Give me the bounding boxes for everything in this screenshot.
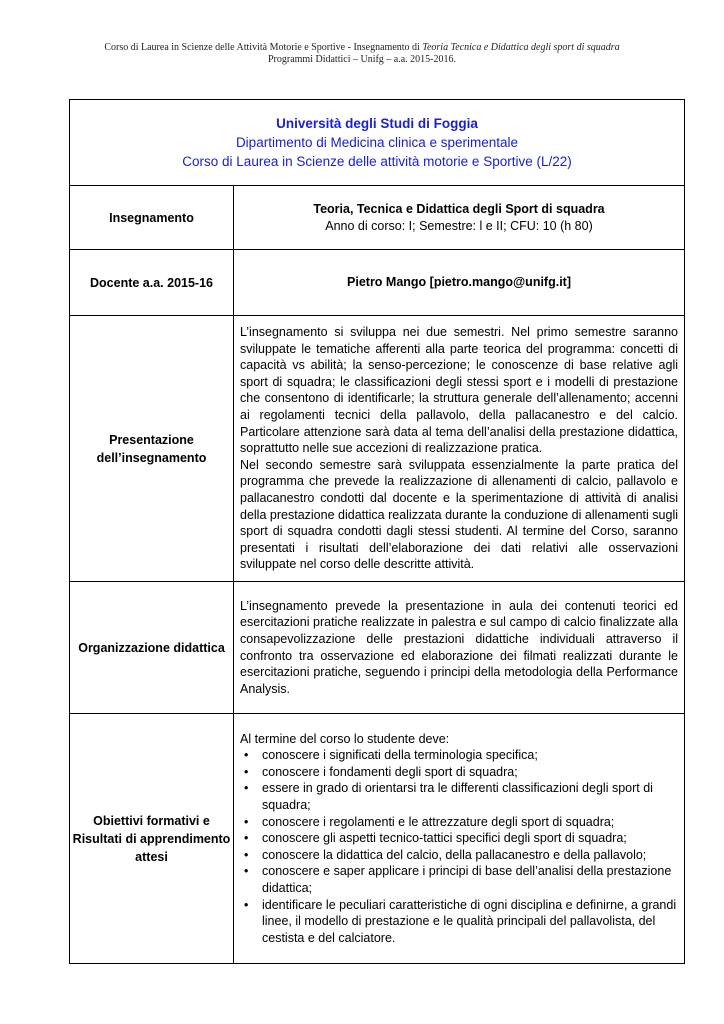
header-line-2: Programmi Didattici – Unifg – a.a. 2015-2016.	[267, 54, 457, 65]
list-item: • conoscere gli aspetti tecnico-tattici specifici degli sport di squadra;	[240, 830, 678, 847]
organizzazione-row	[70, 582, 685, 714]
obiettivi-label-line-3: attesi	[135, 849, 168, 864]
degree-name: Corso di Laurea in Scienze delle attività motorie e Sportive (L/22)	[182, 154, 572, 169]
list-item: • conoscere i regolamenti e le attrezzature degli sport di squadra;	[240, 814, 678, 831]
obiettivi-label-line-2: Risultati di apprendimento	[72, 831, 231, 846]
list-item: • identificare le peculiari caratteristiche di ogni disciplina e definirne, a grandi linee, il modello di prestazione e le qualità principali del pallavolista, del cestista e del calciatore.	[240, 897, 678, 947]
obiettivi-list	[240, 747, 678, 946]
docente-value: Pietro Mango [pietro.mango@unifg.it]	[234, 250, 685, 316]
docente-label: Docente a.a. 2015-16	[70, 250, 234, 316]
header-line-1	[0, 42, 724, 54]
insegnamento-row	[70, 186, 685, 250]
insegnamento-value	[234, 186, 685, 250]
obiettivi-intro: Al termine del corso lo studente deve:	[240, 731, 450, 746]
header-course-title: Teoria Tecnica e Didattica degli sport di squadra	[422, 42, 620, 53]
course-title: Teoria, Tecnica e Didattica degli Sport di squadra	[313, 201, 605, 216]
presentazione-paragraph-2: Nel secondo semestre sarà sviluppata essenzialmente la parte pratica del programma che prevede la realizzazione di allenamenti di calcio, pallavolo e pallacanestro condotti dal docente e la sperimentazione di attività di analisi della prestazione didattica realizzata durante la conduzione di allenamenti sugli sport di squadra condotti dagli stessi studenti. Al termine del Corso, saranno presentati i risultati dell’elaborazione dei dati relativi alle osservazioni sviluppate nel corso delle descritte attività.	[240, 457, 679, 572]
obiettivi-label-line-1: Obiettivi formativi e	[93, 813, 210, 828]
header-prefix: Corso di Laurea in Scienze delle Attività Motorie e Sportive - Insegnamento di	[104, 42, 423, 53]
obiettivi-label	[70, 714, 234, 964]
department-name: Dipartimento di Medicina clinica e sperimentale	[235, 135, 519, 150]
insegnamento-label: Insegnamento	[70, 186, 234, 250]
obiettivi-row	[70, 714, 685, 964]
list-item: • conoscere i significati della terminologia specifica;	[240, 747, 678, 764]
presentazione-label-line-1: Presentazione	[109, 432, 194, 447]
presentazione-label	[70, 316, 234, 582]
organizzazione-value: L’insegnamento prevede la presentazione in aula dei contenuti teorici ed esercitazioni pratiche realizzate in palestra e sul campo di calcio finalizzate alla consapevolizzazione delle prestazioni didattiche individuali attraverso il confronto tra osservazione ed elaborazione dei filmati realizzati durante le esercitazioni pratiche, seguendo i principi della metodologia della Performance Analysis.	[234, 582, 685, 714]
list-item: • conoscere i fondamenti degli sport di squadra;	[240, 764, 678, 781]
presentazione-paragraph-1: L’insegnamento si sviluppa nei due semestri. Nel primo semestre saranno sviluppate le tematiche afferenti alla parte teorica del programma: concetti di capacità vs abilità; la senso-percezione; le conoscenze di base relative agli sport di squadra; le classificazioni degli stessi sport e i modelli di prestazione che consentono di identificarle; la struttura generale dell’allenamento; accenni ai regolamenti tecnici della pallavolo, della pallacanestro e del calcio. Particolare attenzione sarà data al tema dell’analisi della prestazione didattica, soprattutto nelle sue accezioni di realizzazione pratica.	[240, 325, 679, 456]
list-item: • conoscere e saper applicare i principi di base dell’analisi della prestazione didattica;	[240, 863, 678, 896]
presentazione-value	[234, 316, 685, 582]
presentazione-label-line-2: dell’insegnamento	[96, 450, 207, 465]
list-item: • conoscere la didattica del calcio, della pallacanestro e della pallavolo;	[240, 847, 678, 864]
docente-row	[70, 250, 685, 316]
presentazione-row	[70, 316, 685, 582]
course-table	[69, 99, 685, 964]
university-cell	[70, 100, 685, 186]
university-name: Università degli Studi di Foggia	[276, 116, 478, 131]
obiettivi-value	[234, 714, 685, 964]
list-item: • essere in grado di orientarsi tra le differenti classificazioni degli sport di squadra;	[240, 780, 678, 813]
page-header	[0, 42, 724, 66]
university-row	[70, 100, 685, 186]
course-details: Anno di corso: I; Semestre: l e II; CFU: 10 (h 80)	[325, 218, 593, 233]
organizzazione-label: Organizzazione didattica	[70, 582, 234, 714]
